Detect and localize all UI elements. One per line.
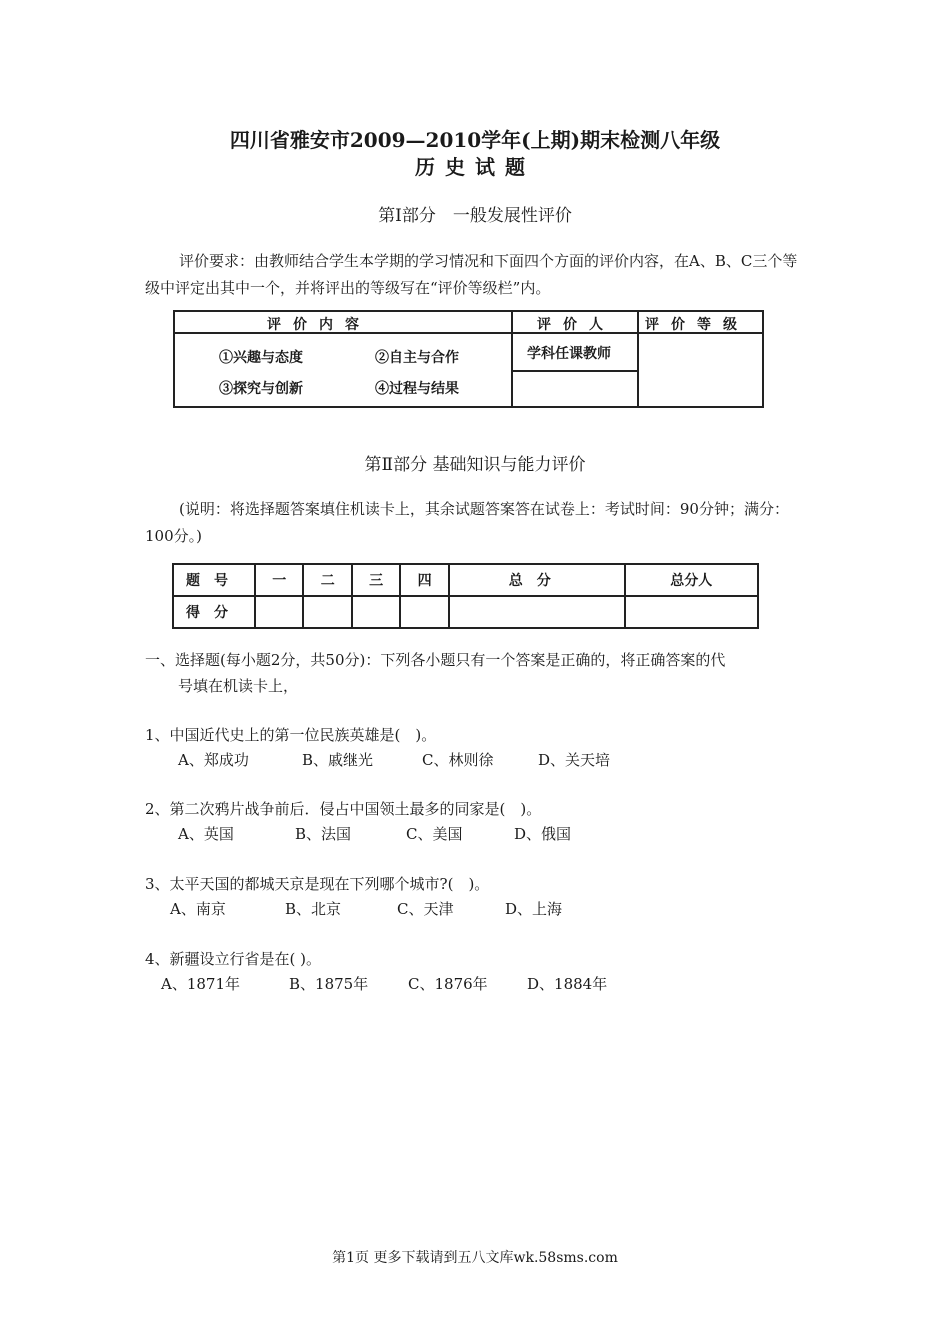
question-stem: 2、第二次鸦片战争前后．侵占中国领土最多的同家是( )。 — [145, 800, 542, 818]
score-header-cell: 总分 — [449, 564, 625, 596]
score-input-cell[interactable] — [352, 596, 400, 628]
page-footer: 第1页 更多下载请到五八文库wk.58sms.com — [332, 1250, 618, 1266]
option[interactable]: C、林则徐 — [422, 751, 494, 769]
header-eval-content: 评价内容 — [267, 317, 371, 333]
part1-heading: 第I部分 一般发展性评价 — [378, 206, 572, 226]
score-table — [172, 563, 759, 629]
option[interactable]: A、郑成功 — [178, 751, 249, 769]
section1-instructions: 一、选择题(每小题2分，共50分)：下列各小题只有一个答案是正确的，将正确答案的代 — [145, 651, 726, 669]
option[interactable]: B、北京 — [285, 900, 342, 918]
score-input-cell[interactable] — [303, 596, 351, 628]
question-options — [161, 973, 607, 994]
question-stem: 4、新疆设立行省是在( )。 — [145, 950, 322, 968]
option[interactable]: B、戚继光 — [302, 751, 374, 769]
part2-note: (说明：将选择题答案填住机读卡上，其余试题答案答在试卷上：考试时间：90分钟；满分：100分。) — [145, 500, 789, 545]
score-input-cell[interactable] — [255, 596, 303, 628]
score-header-cell: 题号 — [173, 564, 255, 596]
option[interactable]: D、上海 — [505, 900, 563, 918]
score-header-cell: 一 — [255, 564, 303, 596]
part1-requirement: 评价要求：由教师结合学生本学期的学习情况和下面四个方面的评价内容，在A、B、C三个等级中评定出其中一个，并将评出的等级写在“评价等级栏”内。 — [145, 252, 798, 297]
page-subtitle: 历史试题 — [415, 155, 535, 179]
option[interactable]: B、1875年 — [289, 975, 369, 993]
eval-item: ①兴趣与态度 — [219, 350, 303, 366]
eval-item: ②自主与合作 — [375, 350, 459, 366]
option[interactable]: A、1871年 — [161, 975, 241, 993]
option[interactable]: C、天津 — [397, 900, 454, 918]
part2-heading: 第Ⅱ部分 基础知识与能力评价 — [364, 455, 586, 475]
evaluation-table — [173, 310, 764, 408]
score-header-cell: 二 — [303, 564, 351, 596]
question-options — [178, 749, 610, 770]
option[interactable]: D、俄国 — [514, 825, 572, 843]
header-evaluator: 评价人 — [537, 317, 615, 333]
question-options — [170, 898, 562, 919]
score-header-cell: 总分人 — [625, 564, 758, 596]
evaluator-name: 学科任课教师 — [527, 346, 611, 362]
question-stem: 3、太平天国的都城天京是现在下列哪个城市?( )。 — [145, 875, 490, 893]
score-input-cell[interactable] — [449, 596, 625, 628]
eval-item: ③探究与创新 — [219, 381, 303, 397]
option[interactable]: D、1884年 — [527, 975, 608, 993]
option[interactable]: C、1876年 — [408, 975, 488, 993]
score-header-cell: 三 — [352, 564, 400, 596]
question-stem: 1、中国近代史上的第一位民族英雄是( )。 — [145, 726, 437, 744]
header-eval-grade: 评价等级 — [645, 317, 749, 333]
page-title: 四川省雅安市2009—2010学年(上期)期末检测八年级 — [229, 128, 721, 152]
score-header-cell: 四 — [400, 564, 448, 596]
option[interactable]: A、南京 — [170, 900, 226, 918]
score-input-cell[interactable] — [400, 596, 448, 628]
question-options — [178, 823, 571, 844]
section1-instructions-cont: 号填在机读卡上， — [178, 677, 299, 695]
option[interactable]: B、法国 — [295, 825, 352, 843]
score-input-cell[interactable] — [625, 596, 758, 628]
option[interactable]: D、关天培 — [538, 751, 611, 769]
eval-item: ④过程与结果 — [375, 381, 459, 397]
option[interactable]: C、美国 — [406, 825, 463, 843]
grade-cell[interactable] — [639, 334, 762, 406]
option[interactable]: A、英国 — [178, 825, 234, 843]
score-row-label: 得分 — [173, 596, 255, 628]
